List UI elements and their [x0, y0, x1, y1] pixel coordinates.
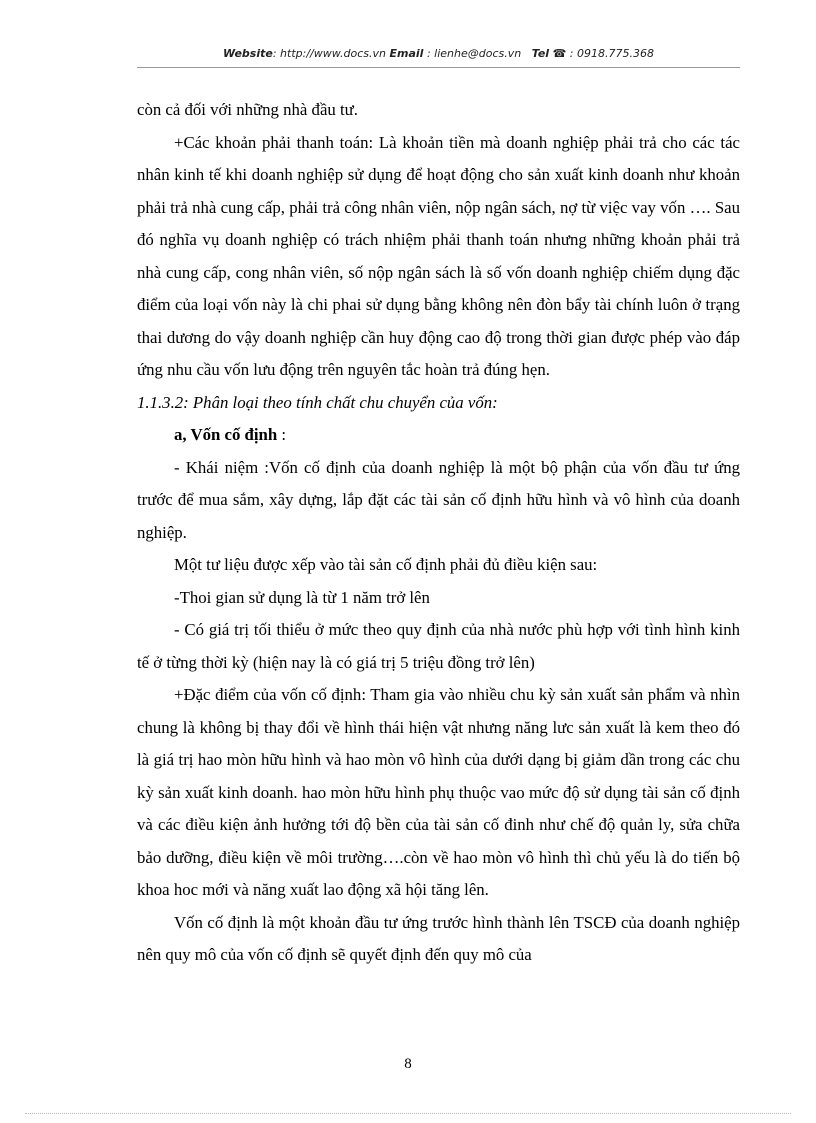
paragraph: +Các khoản phải thanh toán: Là khoản tiền mà doanh nghiệp phải trả cho các tác nhân kinh tế khi doanh nghiệp sử dụng để hoạt động cho sản xuất kinh doanh như khoản phải trả nhà cung cấp, phải trả công nhân viên, nộp ngân sách, nợ từ việc vay vốn …. Sau đó nghĩa vụ doanh nghiệp có trách nhiệm phải thanh toán nhưng những khoản phải trả nhà cung cấp, cong nhân viên, số nộp ngân sách là số vốn doanh nghiệp chiếm dụng đặc điểm của loại vốn này là chi phai sử dụng bằng không nên đòn bẩy tài chính luôn ở trạng thai dương do vậy doanh nghiệp cần huy động cao độ trong thời gian được phép vào đáp ứng nhu cầu vốn lưu động trên nguyên tắc hoàn trả đúng hẹn.: [137, 132, 740, 379]
website-value: : http://www.docs.vn: [272, 47, 387, 60]
body-text: [137, 94, 740, 972]
paragraph: còn cả đối với những nhà đầu tư.: [137, 100, 358, 119]
section-heading: 1.1.3.2: Phân loại theo tính chất chu chuyển của vốn:: [137, 392, 498, 412]
email-label: Email: [389, 47, 424, 60]
subsection-title: a, Vốn cố định: [174, 425, 278, 444]
subsection-heading: [137, 419, 740, 452]
phone-icon: ☎: [552, 47, 567, 60]
page-header: [137, 47, 740, 67]
paragraph: - Khái niệm :Vốn cố định của doanh nghiệp là một bộ phận của vốn đầu tư ứng trước để mua sắm, xây dựng, lắp đặt các tài sản cố định hữu hình và vô hình của doanh nghiệp.: [137, 457, 740, 542]
paragraph: Một tư liệu được xếp vào tài sản cố định phải đủ điều kiện sau:: [174, 555, 598, 574]
footer-divider: [25, 1113, 791, 1114]
email-value: : lienhe@docs.vn: [423, 47, 522, 60]
page-number: 8: [404, 1056, 412, 1072]
tel-label: Tel: [531, 47, 550, 60]
paragraph: Vốn cố định là một khoản đầu tư ứng trước hình thành lên TSCĐ của doanh nghiệp nên quy mô của vốn cố định sẽ quyết định đến quy mô của: [137, 912, 740, 964]
paragraph: +Đặc điểm của vốn cố định: Tham gia vào nhiều chu kỳ sản xuất sản phẩm và nhìn chung là không bị thay đổi về hình thái hiện vật nhưng năng lưc sản xuất là kem theo đó là giá trị hao mòn hữu hình và hao mòn vô hình của dưới dạng bị giảm dần trong các chu kỳ sản xuất kinh doanh. hao mòn hữu hình phụ thuộc vao mức độ sử dụng tài sản cố định và các điều kiện ảnh hưởng tới độ bền của tài sản cố đinh như chế độ quản ly, sửa chữa bảo dưỡng, điều kiện về môi trường….còn về hao mòn vô hình thì chủ yếu là do tiến bộ khoa hoc mới và năng xuất lao động xã hội tăng lên.: [137, 685, 740, 899]
tel-value: : 0918.775.368: [569, 47, 654, 60]
paragraph: -Thoi gian sử dụng là từ 1 năm trở lên: [174, 587, 430, 607]
header-divider: [137, 67, 740, 68]
paragraph: - Có giá trị tối thiểu ở mức theo quy định của nhà nước phù hợp với tình hình kinh tế ở từng thời kỳ (hiện nay là có giá trị 5 triệu đồng trở lên): [137, 620, 740, 672]
subsection-colon: :: [277, 425, 287, 444]
website-label: Website: [223, 47, 273, 60]
